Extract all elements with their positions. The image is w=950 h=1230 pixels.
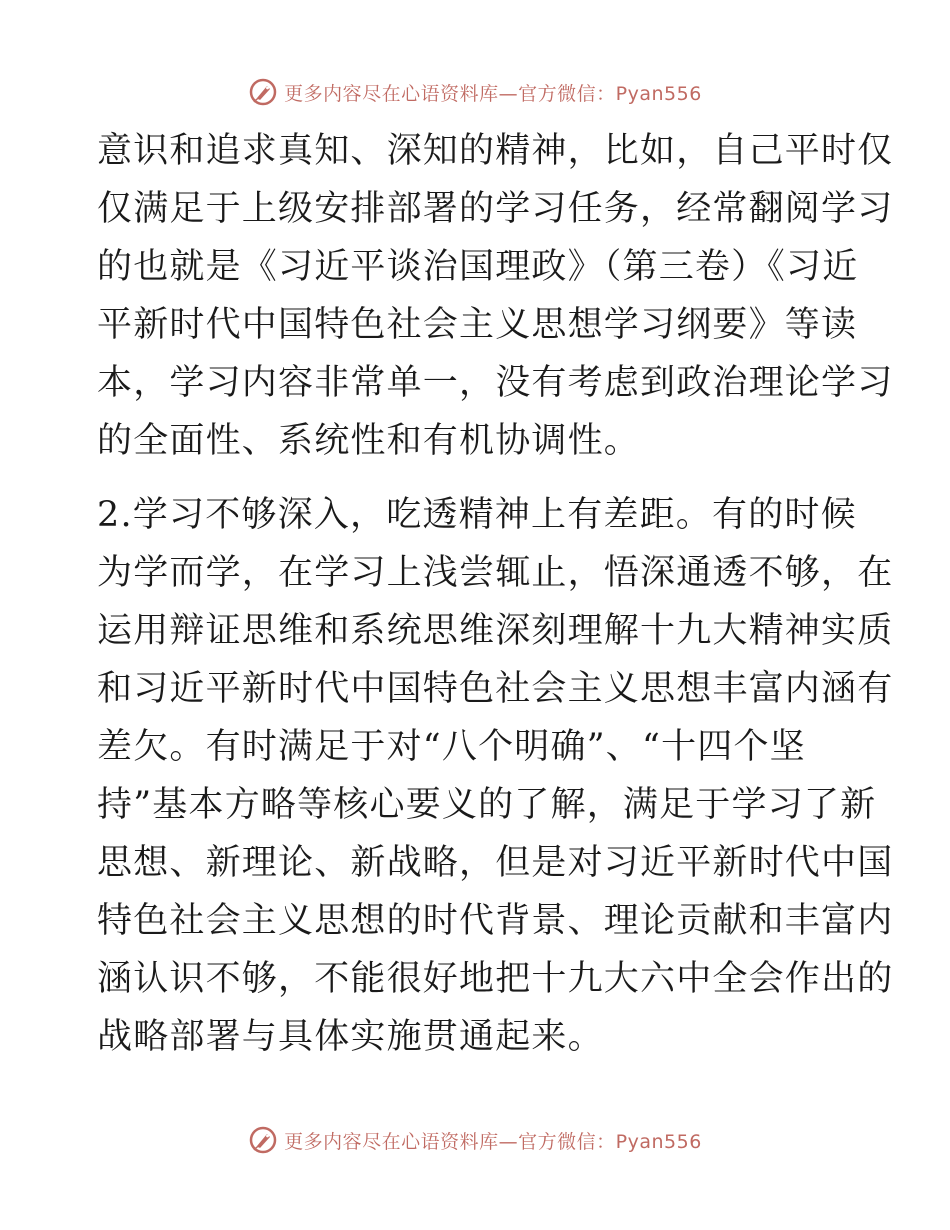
- pen-nib-circle-icon: [248, 1125, 278, 1155]
- text-line: 为学而学，在学习上浅尝辄止，悟深通透不够，在: [97, 553, 894, 593]
- text-line: 的也就是《习近平谈治国理政》（第三卷）《习近: [97, 247, 859, 287]
- text-line: 平新时代中国特色社会主义思想学习纲要》等读: [97, 305, 858, 345]
- pen-nib-circle-icon: [248, 77, 278, 107]
- text-line: 意识和追求真知、深知的精神，比如，自己平时仅: [97, 131, 894, 171]
- text-line: 差欠。有时满足于对“八个明确”、“十四个坚: [97, 727, 806, 767]
- text-line: 运用辩证思维和系统思维深刻理解十九大精神实质: [97, 611, 894, 651]
- watermark-text: 更多内容尽在心语资料库—官方微信：Pyan556: [284, 1130, 702, 1153]
- text-line: 2.学习不够深入，吃透精神上有差距。有的时候: [97, 495, 857, 535]
- text-line: 特色社会主义思想的时代背景、理论贡献和丰富内: [97, 901, 894, 941]
- paragraph: [97, 122, 894, 470]
- text-line: 的全面性、系统性和有机协调性。: [97, 421, 641, 461]
- paragraph: [97, 486, 894, 1066]
- text-line: 持”基本方略等核心要义的了解，满足于学习了新: [97, 785, 877, 825]
- text-line: 和习近平新时代中国特色社会主义思想丰富内涵有: [97, 669, 894, 709]
- text-line: 涵认识不够，不能很好地把十九大六中全会作出的: [97, 959, 894, 999]
- watermark-text: 更多内容尽在心语资料库—官方微信：Pyan556: [284, 82, 702, 105]
- text-line: 战略部署与具体实施贯通起来。: [97, 1017, 604, 1057]
- footer-watermark: [0, 1120, 950, 1160]
- text-line: 仅满足于上级安排部署的学习任务，经常翻阅学习: [97, 189, 894, 229]
- document-body: [97, 122, 894, 1066]
- text-line: 本，学习内容非常单一，没有考虑到政治理论学习: [97, 363, 894, 403]
- header-watermark: [0, 72, 950, 112]
- text-line: 思想、新理论、新战略，但是对习近平新时代中国: [97, 843, 894, 883]
